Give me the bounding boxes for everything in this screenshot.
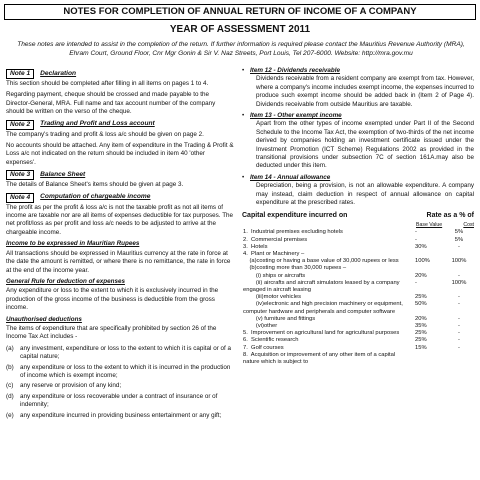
cap-title: Capital expenditure incurred on: [242, 211, 348, 219]
row-cost: [444, 251, 474, 258]
row-base-value: -: [415, 236, 417, 243]
left-column: [6, 67, 234, 422]
document-title: NOTES FOR COMPLETION OF ANNUAL RETURN OF INCOME OF A COMPANY: [4, 4, 476, 20]
note-label: Note 1: [6, 69, 34, 79]
row-description: (b)costing more than 30,000 rupees –: [243, 265, 347, 272]
list-item: (a) any investment, expenditure or loss to the extent to which it is capital or of a capital nature;: [6, 344, 232, 361]
row-base-value: -: [415, 279, 417, 286]
right-column: [242, 67, 474, 366]
rate-title: Rate as a % of: [426, 211, 474, 219]
table-row: [242, 265, 474, 272]
table-row: [242, 301, 474, 315]
rate-col-base: Base Value: [416, 221, 443, 228]
note-title: Trading and Profit and Loss account: [40, 120, 155, 128]
row-cost: -: [458, 330, 460, 337]
item-body: Apart from the other types of income exempted under Part II of the Second Schedule to the Income Tax Act, the exemption of two-thirds of the net income derived by companies holding an investment certificate issued under the Investment Promotion (ICT Scheme) Regulations 2002 as provided in the transitional provisions under subsection 7C of section 161A.may also be deducted under this item.: [256, 120, 474, 170]
row-description: 3. Hotels: [243, 243, 268, 250]
paragraph: The profit as per the profit & loss a/c is not the taxable profit as not all items of income are taxable nor are all items of expenses deductible for tax purposes. The net profit/loss as per profit and loss a/c needs to be adjusted to arrive at the chargeable income.: [6, 203, 234, 236]
note-label: Note 2: [6, 120, 34, 130]
table-row: [242, 294, 474, 301]
row-cost: [444, 265, 474, 272]
item-12-section: [242, 67, 474, 109]
row-base-value: -: [415, 229, 417, 236]
table-row: [242, 229, 474, 236]
item-13-section: [242, 112, 474, 171]
list-item: (d) any expenditure or loss recoverable under a contract of insurance or of indemnity;: [6, 392, 218, 409]
row-base-value: 100%: [415, 258, 430, 265]
row-description: 7. Golf courses: [243, 344, 284, 351]
paragraph: The items of expenditure that are specifically prohibited by section 26 of the Income Tax Act includes -: [6, 324, 217, 341]
note-4-heading: [6, 193, 234, 203]
rate-col-cost: Cost: [463, 221, 474, 228]
deductions-list: [6, 345, 234, 420]
table-row: [242, 273, 474, 280]
row-description: (iv)electronic and high precision machinery or equipment, computer hardware and peripherals and computer software: [243, 301, 405, 315]
row-cost: -: [458, 301, 460, 308]
row-cost: -: [458, 337, 460, 344]
item-body: Dividends receivable from a resident company are exempt from tax. However, where a company's income includes exempt income, the expenses incurred to produce such exempt income should be added back in (Item 2 of Page 4). Dividends receivable from outside Mauritius are taxable.: [256, 75, 474, 108]
bullet-icon: •: [242, 173, 245, 181]
item-body: Depreciation, being a provision, is not an allowable expenditure. A company may instead, claim deduction in respect of annual allowance on capital expenditure at the prescribed rates.: [256, 182, 474, 207]
row-description: (i) ships or aircrafts: [243, 272, 306, 279]
bullet-icon: •: [242, 67, 245, 74]
table-row: [242, 258, 474, 265]
row-base-value: [414, 251, 444, 258]
row-base-value: [414, 352, 444, 366]
rate-columns: [416, 221, 474, 229]
row-cost: -: [458, 344, 460, 351]
paragraph: All transactions should be expressed in Mauritius currency at the rate in force at the date the amount is remitted, or where there is no remittance, the rate in force at the end of the income year.: [6, 249, 231, 274]
row-cost: -: [458, 322, 460, 329]
row-base-value: 25%: [415, 294, 427, 301]
table-row: [242, 323, 474, 330]
row-description: 4. Plant or Machinery –: [243, 250, 305, 257]
table-row: [242, 352, 474, 366]
row-description: 1. Industrial premises excluding hotels: [243, 229, 343, 236]
note-title: Declaration: [40, 69, 77, 77]
row-base-value: 35%: [415, 322, 427, 329]
row-base-value: 20%: [415, 315, 427, 322]
table-row: [242, 330, 474, 337]
note-2-heading: [6, 120, 234, 130]
subheading: Unauthorised deductions: [6, 315, 82, 323]
row-cost: [444, 352, 474, 366]
note-label: Note 3: [6, 170, 34, 180]
row-cost: 100%: [451, 279, 467, 286]
item-title: Item 13 - Other exempt income: [250, 112, 342, 120]
row-cost: 5%: [454, 229, 464, 236]
row-base-value: 50%: [415, 301, 427, 308]
row-base-value: 25%: [415, 330, 427, 337]
year-of-assessment: YEAR OF ASSESSMENT 2011: [169, 24, 311, 35]
paragraph: No accounts should be attached. Any item of expenditure in the Trading & Profit & Loss a/c not indicated on the return should be included in item 40 'other expenses'.: [6, 142, 234, 166]
table-row: [242, 237, 474, 244]
row-description: 5. Improvement on agricultural land for agricultural purposes: [243, 330, 400, 337]
intro-text: These notes are intended to assist in the completion of the return. If further information is required please contact the Mauritius Revenue Authority (MRA), Ehram Court, Ground Floor, Cnr Mgr Gonin & Sir V. Naz Streets, Port Louis, Tel 207-6000. Website: http://mra.gov.mu: [17, 41, 465, 57]
table-row: [242, 345, 474, 352]
row-description: 6. Scientific research: [243, 337, 299, 344]
row-description: (v) furniture and fittings: [243, 315, 316, 322]
row-description: 8. Acquisition or improvement of any other item of a capital nature which is subject to: [243, 351, 397, 365]
row-cost: -: [458, 243, 460, 250]
row-description: (a)costing or having a base value of 30,000 rupees or less: [243, 258, 399, 265]
row-base-value: [414, 265, 444, 272]
row-base-value: 20%: [415, 272, 427, 279]
row-base-value: 25%: [415, 337, 427, 344]
allowance-table: [242, 229, 474, 366]
row-description: (ii) aircrafts and aircraft simulators leased by a company engaged in aircraft leasing: [243, 279, 402, 293]
note-3-heading: [6, 170, 234, 180]
paragraph: Regarding payment, cheque should be crossed and made payable to the Director-General, MRA. Full name and tax account number of the company should be written on the verso of the cheque.: [6, 91, 216, 116]
item-14-section: [242, 174, 474, 208]
row-base-value: 30%: [415, 243, 427, 250]
row-cost: 100%: [451, 258, 467, 265]
row-cost: 5%: [454, 236, 464, 243]
paragraph: This section should be completed after filling in all items on pages 1 to 4.: [6, 80, 209, 87]
table-row: [242, 316, 474, 323]
row-description: 2. Commercial premises: [243, 236, 308, 243]
bullet-icon: •: [242, 112, 245, 120]
paragraph: Any expenditure or loss to the extent to which it is exclusively incurred in the production of the gross income of the business is deductible from the gross income.: [6, 287, 219, 312]
list-item: (b) any expenditure or loss to the extent to which it is incurred in the production of income which is exempt income;: [6, 363, 231, 379]
subheading: General Rule for deduction of expenses: [6, 277, 125, 285]
row-cost: -: [458, 315, 460, 322]
paragraph: The details of Balance Sheet's items should be given at page 3.: [6, 181, 184, 189]
list-item: (c) any reserve or provision of any kind;: [6, 382, 122, 390]
row-cost: -: [458, 272, 460, 279]
row-description: (vi)other: [243, 322, 278, 329]
list-item: (e) any expenditure incurred in providing business entertainment or any gift;: [6, 411, 222, 419]
row-description: (iii)motor vehicles: [243, 294, 301, 301]
row-base-value: 15%: [415, 344, 427, 351]
capital-expenditure-heading: [242, 212, 474, 220]
note-1-heading: [6, 69, 234, 79]
table-row: [242, 280, 474, 294]
row-cost: -: [458, 294, 460, 301]
table-row: [242, 244, 474, 251]
table-row: [242, 337, 474, 344]
note-label: Note 4: [6, 193, 34, 203]
paragraph: The company's trading and profit & loss a/c should be given on page 2.: [6, 130, 204, 138]
table-row: [242, 251, 474, 258]
note-title: Balance Sheet: [40, 171, 86, 179]
note-title: Computation of chargeable income: [40, 193, 151, 201]
item-title: Item 12 - Dividends receivable: [250, 67, 340, 74]
item-title: Item 14 - Annual allowance: [250, 173, 331, 181]
subheading: Income to be expressed in Mauritian Rupees: [6, 240, 140, 248]
